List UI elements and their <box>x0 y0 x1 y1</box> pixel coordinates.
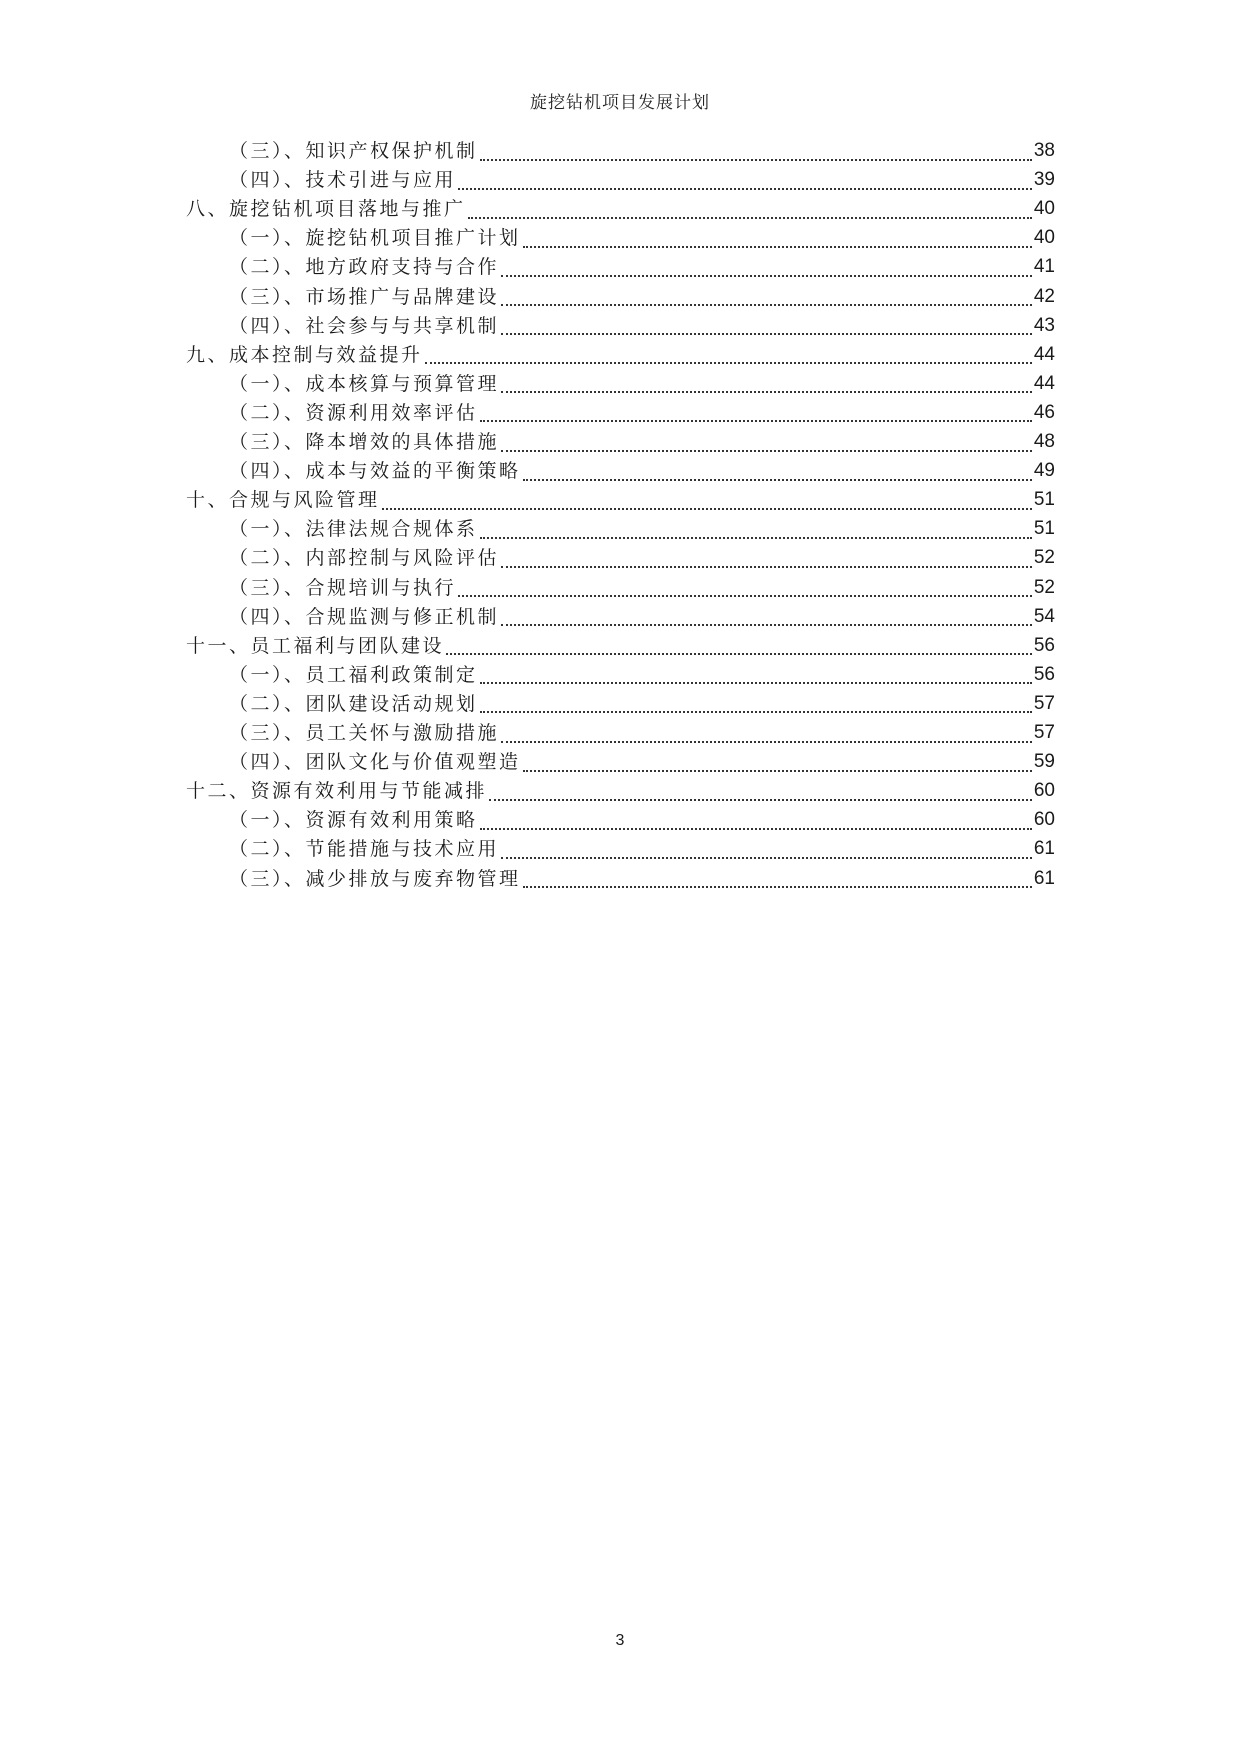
toc-entry-title: （三）、减少排放与废弃物管理 <box>229 867 521 890</box>
toc-entry-page: 43 <box>1033 314 1055 336</box>
toc-dot-leader <box>382 507 1032 510</box>
toc-entry[interactable] <box>229 833 1055 865</box>
toc-dot-leader <box>480 158 1032 161</box>
toc-dot-leader <box>501 449 1032 452</box>
toc-dot-leader <box>501 565 1032 568</box>
toc-entry[interactable] <box>229 281 1055 313</box>
toc-entry-title: （一）、资源有效利用策略 <box>229 809 478 832</box>
toc-entry[interactable] <box>186 193 1055 225</box>
toc-entry-title: （二）、地方政府支持与合作 <box>229 256 500 279</box>
toc-dot-leader <box>501 390 1032 393</box>
toc-dot-leader <box>501 623 1032 626</box>
toc-entry[interactable] <box>229 688 1055 720</box>
toc-entry-title: （三）、知识产权保护机制 <box>229 140 478 162</box>
toc-entry-title: （一）、员工福利政策制定 <box>229 663 478 686</box>
toc-entry-title: （四）、技术引进与应用 <box>229 169 457 192</box>
toc-entry[interactable] <box>186 775 1055 807</box>
toc-entry-page: 52 <box>1033 576 1055 598</box>
toc-entry[interactable] <box>229 717 1055 749</box>
toc-dot-leader <box>523 885 1032 888</box>
toc-dot-leader <box>458 594 1032 597</box>
toc-entry-page: 54 <box>1033 605 1055 627</box>
toc-entry[interactable] <box>229 455 1055 487</box>
toc-entry-title: （一）、成本核算与预算管理 <box>229 372 500 395</box>
toc-entry[interactable] <box>229 135 1055 167</box>
toc-dot-leader <box>523 478 1032 481</box>
toc-entry-page: 44 <box>1033 343 1055 365</box>
toc-entry[interactable] <box>229 572 1055 604</box>
toc-entry-title: （二）、内部控制与风险评估 <box>229 547 500 570</box>
toc-entry-page: 51 <box>1033 518 1055 540</box>
toc-entry-page: 59 <box>1033 751 1055 773</box>
toc-entry-page: 56 <box>1033 634 1055 656</box>
toc-entry[interactable] <box>229 310 1055 342</box>
toc-entry-title: （四）、成本与效益的平衡策略 <box>229 460 521 483</box>
toc-entry-title: （一）、旋挖钻机项目推广计划 <box>229 227 521 250</box>
toc-dot-leader <box>501 740 1032 743</box>
toc-entry[interactable] <box>229 397 1055 429</box>
toc-entry-page: 57 <box>1033 722 1055 743</box>
toc-entry-page: 52 <box>1033 547 1055 569</box>
toc-entry-title: （二）、节能措施与技术应用 <box>229 838 500 861</box>
toc-entry-page: 40 <box>1033 227 1055 249</box>
toc-entry[interactable] <box>229 164 1055 196</box>
toc-dot-leader <box>501 332 1032 335</box>
toc-entry[interactable] <box>186 630 1055 662</box>
toc-entry[interactable] <box>229 804 1055 836</box>
toc-dot-leader <box>523 769 1032 772</box>
toc-dot-leader <box>501 303 1032 306</box>
toc-dot-leader <box>480 681 1032 684</box>
toc-entry[interactable] <box>229 659 1055 691</box>
page-number: 3 <box>615 1632 625 1649</box>
toc-dot-leader <box>489 798 1032 801</box>
toc-entry-title: （三）、合规培训与执行 <box>229 576 457 599</box>
page-header: 旋挖钻机项目发展计划 <box>530 93 710 113</box>
toc-entry-page: 46 <box>1033 401 1055 423</box>
toc-entry[interactable] <box>229 251 1055 283</box>
toc-entry-title: 十二、资源有效利用与节能减排 <box>186 780 488 803</box>
toc-entry-title: （二）、资源利用效率评估 <box>229 401 478 424</box>
toc-dot-leader <box>480 827 1032 830</box>
toc-dot-leader <box>458 187 1032 190</box>
toc-dot-leader <box>446 652 1032 655</box>
toc-entry-page: 51 <box>1033 489 1055 511</box>
toc-entry-title: （四）、社会参与与共享机制 <box>229 314 500 337</box>
toc-entry-page: 61 <box>1033 867 1055 889</box>
toc-entry-title: （一）、法律法规合规体系 <box>229 518 478 541</box>
toc-entry-title: （四）、团队文化与价值观塑造 <box>229 751 521 774</box>
toc-dot-leader <box>480 710 1032 713</box>
toc-entry-page: 38 <box>1033 140 1055 161</box>
toc-entry-page: 56 <box>1033 663 1055 685</box>
toc-entry-page: 44 <box>1033 372 1055 394</box>
toc-entry[interactable] <box>229 222 1055 254</box>
toc-dot-leader <box>480 419 1032 422</box>
toc-entry[interactable] <box>229 542 1055 574</box>
toc-dot-leader <box>501 274 1032 277</box>
toc-entry-title: （四）、合规监测与修正机制 <box>229 605 500 628</box>
toc-entry-page: 60 <box>1033 780 1055 802</box>
toc-dot-leader <box>501 856 1032 859</box>
toc-entry-title: （三）、降本增效的具体措施 <box>229 431 500 453</box>
toc-entry-title: 十一、员工福利与团队建设 <box>186 634 445 657</box>
toc-entry-page: 39 <box>1033 169 1055 191</box>
toc-dot-leader <box>425 361 1032 364</box>
toc-entry[interactable] <box>229 513 1055 545</box>
toc-entry-page: 60 <box>1033 809 1055 831</box>
toc-entry-title: （三）、员工关怀与激励措施 <box>229 722 500 744</box>
toc-entry-page: 42 <box>1033 285 1055 307</box>
toc-entry[interactable] <box>229 863 1055 895</box>
toc-entry[interactable] <box>229 601 1055 633</box>
toc-entry[interactable] <box>186 339 1055 371</box>
toc-dot-leader <box>480 536 1032 539</box>
toc-entry-page: 48 <box>1033 431 1055 452</box>
toc-entry-title: 十、合规与风险管理 <box>186 489 380 512</box>
toc-entry-page: 41 <box>1033 256 1055 278</box>
toc-entry-title: （二）、团队建设活动规划 <box>229 692 478 715</box>
toc-entry[interactable] <box>229 426 1055 458</box>
toc-entry-page: 61 <box>1033 838 1055 860</box>
toc-entry[interactable] <box>186 484 1055 516</box>
toc-entry-page: 49 <box>1033 460 1055 482</box>
toc-entry-page: 40 <box>1033 198 1055 220</box>
toc-entry-title: 九、成本控制与效益提升 <box>186 343 423 366</box>
toc-entry[interactable] <box>229 368 1055 400</box>
toc-dot-leader <box>523 245 1032 248</box>
toc-entry[interactable] <box>229 746 1055 778</box>
toc-entry-page: 57 <box>1033 692 1055 714</box>
toc-entry-title: （三）、市场推广与品牌建设 <box>229 285 500 308</box>
toc-dot-leader <box>468 216 1032 219</box>
toc-entry-title: 八、旋挖钻机项目落地与推广 <box>186 198 466 221</box>
